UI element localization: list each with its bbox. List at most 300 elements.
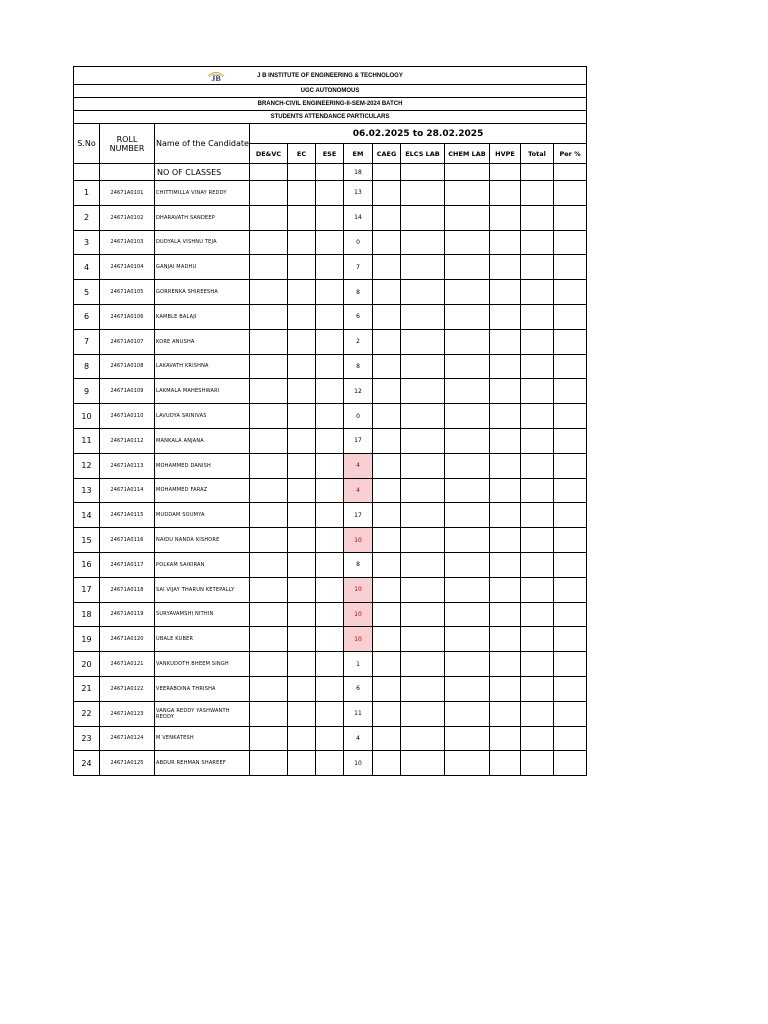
em-attendance-cell: 12 <box>344 379 373 404</box>
caeg-cell <box>373 304 401 329</box>
em-attendance-cell: 6 <box>344 304 373 329</box>
candidate-name-cell: GORRENKA SHIREESHA <box>155 280 250 305</box>
devc-cell <box>250 304 288 329</box>
ese-cell <box>316 552 344 577</box>
percent-cell <box>554 552 587 577</box>
hvpe-cell <box>490 181 521 206</box>
ec-cell <box>288 652 316 677</box>
noc-roll-cell <box>100 164 155 181</box>
devc-cell <box>250 255 288 280</box>
caeg-cell <box>373 701 401 726</box>
noc-sno-cell <box>74 164 100 181</box>
sno-header: S.No <box>74 124 100 164</box>
em-attendance-cell: 2 <box>344 329 373 354</box>
noc-devc <box>250 164 288 181</box>
chem-lab-cell <box>445 602 490 627</box>
caeg-cell <box>373 354 401 379</box>
elcs-lab-cell <box>401 577 445 602</box>
ese-cell <box>316 726 344 751</box>
ese-cell <box>316 354 344 379</box>
elcs-lab-cell <box>401 404 445 429</box>
ec-cell <box>288 255 316 280</box>
candidate-name-cell: MOHAMMED DANISH <box>155 453 250 478</box>
hvpe-cell <box>490 676 521 701</box>
ese-cell <box>316 528 344 553</box>
noc-ec <box>288 164 316 181</box>
total-cell <box>521 404 554 429</box>
roll-number-cell: 24671A0125 <box>100 751 155 776</box>
elcs-lab-cell <box>401 329 445 354</box>
elcs-lab-cell <box>401 255 445 280</box>
candidate-name-cell: SURYAVAMSHI NITHIN <box>155 602 250 627</box>
chem-lab-cell <box>445 181 490 206</box>
total-cell <box>521 552 554 577</box>
percent-cell <box>554 354 587 379</box>
caeg-cell <box>373 676 401 701</box>
em-attendance-cell: 17 <box>344 503 373 528</box>
total-cell <box>521 676 554 701</box>
ec-cell <box>288 676 316 701</box>
elcs-lab-cell <box>401 181 445 206</box>
subject-header: ESE <box>316 144 344 164</box>
table-row <box>74 181 587 206</box>
caeg-cell <box>373 552 401 577</box>
devc-cell <box>250 701 288 726</box>
ese-cell <box>316 255 344 280</box>
hvpe-cell <box>490 329 521 354</box>
sno-cell: 22 <box>74 701 100 726</box>
percent-cell <box>554 329 587 354</box>
ec-cell <box>288 751 316 776</box>
sno-cell: 3 <box>74 230 100 255</box>
elcs-lab-cell <box>401 701 445 726</box>
roll-number-cell: 24671A0118 <box>100 577 155 602</box>
em-attendance-cell: 4 <box>344 478 373 503</box>
table-row <box>74 379 587 404</box>
table-row <box>74 528 587 553</box>
percent-cell <box>554 503 587 528</box>
em-attendance-cell: 10 <box>344 602 373 627</box>
em-attendance-cell: 7 <box>344 255 373 280</box>
chem-lab-cell <box>445 354 490 379</box>
chem-lab-cell <box>445 751 490 776</box>
chem-lab-cell <box>445 726 490 751</box>
chem-lab-cell <box>445 478 490 503</box>
hvpe-cell <box>490 503 521 528</box>
ec-cell <box>288 701 316 726</box>
ese-cell <box>316 701 344 726</box>
em-attendance-cell: 14 <box>344 205 373 230</box>
sno-cell: 12 <box>74 453 100 478</box>
ese-cell <box>316 404 344 429</box>
chem-lab-cell <box>445 453 490 478</box>
devc-cell <box>250 478 288 503</box>
candidate-name-cell: ABDUR REHMAN SHAREEF <box>155 751 250 776</box>
percent-cell <box>554 528 587 553</box>
devc-cell <box>250 552 288 577</box>
candidate-name-cell: VEERABOINA THRISHA <box>155 676 250 701</box>
hvpe-cell <box>490 701 521 726</box>
percent-cell <box>554 751 587 776</box>
caeg-cell <box>373 404 401 429</box>
table-row <box>74 701 587 726</box>
roll-number-cell: 24671A0109 <box>100 379 155 404</box>
noc-hvpe <box>490 164 521 181</box>
total-cell <box>521 577 554 602</box>
sno-cell: 15 <box>74 528 100 553</box>
ec-cell <box>288 503 316 528</box>
caeg-cell <box>373 181 401 206</box>
ese-cell <box>316 329 344 354</box>
caeg-cell <box>373 577 401 602</box>
sno-cell: 7 <box>74 329 100 354</box>
ec-cell <box>288 453 316 478</box>
candidate-name-cell: KORE ANUSHA <box>155 329 250 354</box>
hvpe-cell <box>490 428 521 453</box>
roll-number-cell: 24671A0112 <box>100 428 155 453</box>
caeg-cell <box>373 280 401 305</box>
chem-lab-cell <box>445 404 490 429</box>
table-row <box>74 478 587 503</box>
devc-cell <box>250 181 288 206</box>
elcs-lab-cell <box>401 552 445 577</box>
candidate-name-cell: MANKALA ANJANA <box>155 428 250 453</box>
candidate-name-cell: DUDYALA VISHNU TEJA <box>155 230 250 255</box>
subject-header: EM <box>344 144 373 164</box>
sno-cell: 19 <box>74 627 100 652</box>
chem-lab-cell <box>445 230 490 255</box>
hvpe-cell <box>490 528 521 553</box>
table-row <box>74 354 587 379</box>
devc-cell <box>250 676 288 701</box>
table-row <box>74 404 587 429</box>
chem-lab-cell <box>445 627 490 652</box>
total-cell <box>521 205 554 230</box>
chem-lab-cell <box>445 552 490 577</box>
em-attendance-cell: 0 <box>344 230 373 255</box>
date-range: 06.02.2025 to 28.02.2025 <box>250 124 587 144</box>
sno-cell: 23 <box>74 726 100 751</box>
roll-number-cell: 24671A0115 <box>100 503 155 528</box>
ec-cell <box>288 280 316 305</box>
roll-number-cell: 24671A0123 <box>100 701 155 726</box>
table-row <box>74 453 587 478</box>
total-cell <box>521 280 554 305</box>
hvpe-cell <box>490 404 521 429</box>
percent-cell <box>554 280 587 305</box>
percent-cell <box>554 478 587 503</box>
ec-cell <box>288 726 316 751</box>
roll-number-cell: 24671A0105 <box>100 280 155 305</box>
ec-cell <box>288 379 316 404</box>
table-row <box>74 751 587 776</box>
total-cell <box>521 230 554 255</box>
total-cell <box>521 528 554 553</box>
em-attendance-cell: 10 <box>344 577 373 602</box>
noc-caeg <box>373 164 401 181</box>
chem-lab-cell <box>445 329 490 354</box>
total-cell <box>521 255 554 280</box>
ec-cell <box>288 627 316 652</box>
candidate-name-cell: MUDDAM SOUMYA <box>155 503 250 528</box>
elcs-lab-cell <box>401 304 445 329</box>
caeg-cell <box>373 205 401 230</box>
ese-cell <box>316 602 344 627</box>
roll-number-cell: 24671A0113 <box>100 453 155 478</box>
hvpe-cell <box>490 379 521 404</box>
roll-number-cell: 24671A0101 <box>100 181 155 206</box>
chem-lab-cell <box>445 255 490 280</box>
total-cell <box>521 503 554 528</box>
percent-cell <box>554 404 587 429</box>
chem-lab-cell <box>445 652 490 677</box>
total-cell <box>521 354 554 379</box>
candidate-name-cell: M VENKATESH <box>155 726 250 751</box>
elcs-lab-cell <box>401 280 445 305</box>
roll-number-cell: 24671A0117 <box>100 552 155 577</box>
percent-cell <box>554 652 587 677</box>
ese-cell <box>316 205 344 230</box>
devc-cell <box>250 230 288 255</box>
ese-cell <box>316 453 344 478</box>
total-cell <box>521 602 554 627</box>
jb-logo-icon <box>207 67 225 82</box>
devc-cell <box>250 726 288 751</box>
devc-cell <box>250 404 288 429</box>
hvpe-cell <box>490 577 521 602</box>
table-row <box>74 428 587 453</box>
total-cell <box>521 478 554 503</box>
attendance-sheet <box>73 66 586 776</box>
table-row <box>74 627 587 652</box>
candidate-name-cell: VANGA REDDY YASHWANTH REDDY <box>155 701 250 726</box>
devc-cell <box>250 528 288 553</box>
em-attendance-cell: 4 <box>344 726 373 751</box>
elcs-lab-cell <box>401 726 445 751</box>
chem-lab-cell <box>445 379 490 404</box>
ec-cell <box>288 404 316 429</box>
candidate-name-cell: MOHAMMED FARAZ <box>155 478 250 503</box>
logo-text: JB <box>211 74 221 82</box>
percent-cell <box>554 379 587 404</box>
subject-header: DE&VC <box>250 144 288 164</box>
institute-name: J B INSTITUTE OF ENGINEERING & TECHNOLOGY <box>257 72 403 79</box>
devc-cell <box>250 627 288 652</box>
ese-cell <box>316 676 344 701</box>
em-attendance-cell: 10 <box>344 528 373 553</box>
devc-cell <box>250 205 288 230</box>
table-row <box>74 676 587 701</box>
sno-cell: 13 <box>74 478 100 503</box>
ec-cell <box>288 354 316 379</box>
devc-cell <box>250 602 288 627</box>
noc-chem <box>445 164 490 181</box>
roll-number-cell: 24671A0110 <box>100 404 155 429</box>
hvpe-cell <box>490 280 521 305</box>
sno-cell: 2 <box>74 205 100 230</box>
sno-cell: 9 <box>74 379 100 404</box>
table-row <box>74 503 587 528</box>
caeg-cell <box>373 751 401 776</box>
noc-elcs <box>401 164 445 181</box>
sno-cell: 8 <box>74 354 100 379</box>
candidate-name-cell: UBALE KUBER <box>155 627 250 652</box>
devc-cell <box>250 751 288 776</box>
ec-cell <box>288 304 316 329</box>
caeg-cell <box>373 652 401 677</box>
percent-cell <box>554 453 587 478</box>
chem-lab-cell <box>445 428 490 453</box>
em-attendance-cell: 17 <box>344 428 373 453</box>
percent-cell <box>554 205 587 230</box>
percent-cell <box>554 181 587 206</box>
caeg-cell <box>373 627 401 652</box>
noc-per <box>554 164 587 181</box>
candidate-name-cell: POLKAM SAIKIRAN <box>155 552 250 577</box>
candidate-name-cell: LAVUDYA SRINIVAS <box>155 404 250 429</box>
total-cell <box>521 726 554 751</box>
total-cell <box>521 652 554 677</box>
hvpe-cell <box>490 652 521 677</box>
em-attendance-cell: 11 <box>344 701 373 726</box>
ese-cell <box>316 280 344 305</box>
caeg-cell <box>373 453 401 478</box>
caeg-cell <box>373 379 401 404</box>
caeg-cell <box>373 528 401 553</box>
roll-header: ROLL NUMBER <box>100 124 155 164</box>
ese-cell <box>316 428 344 453</box>
institute-title-cell <box>74 67 587 85</box>
hvpe-cell <box>490 602 521 627</box>
ec-cell <box>288 205 316 230</box>
devc-cell <box>250 428 288 453</box>
subject-header: CAEG <box>373 144 401 164</box>
total-cell <box>521 751 554 776</box>
candidate-name-cell: GANJAI MADHU <box>155 255 250 280</box>
caeg-cell <box>373 230 401 255</box>
percent-cell <box>554 726 587 751</box>
candidate-name-cell: KAMBLE BALAJI <box>155 304 250 329</box>
devc-cell <box>250 503 288 528</box>
caeg-cell <box>373 428 401 453</box>
em-attendance-cell: 13 <box>344 181 373 206</box>
ec-cell <box>288 428 316 453</box>
elcs-lab-cell <box>401 503 445 528</box>
roll-number-cell: 24671A0103 <box>100 230 155 255</box>
ec-cell <box>288 577 316 602</box>
table-row <box>74 205 587 230</box>
total-cell <box>521 627 554 652</box>
table-row <box>74 329 587 354</box>
devc-cell <box>250 379 288 404</box>
ese-cell <box>316 652 344 677</box>
roll-number-cell: 24671A0121 <box>100 652 155 677</box>
total-cell <box>521 329 554 354</box>
sno-cell: 18 <box>74 602 100 627</box>
noc-total <box>521 164 554 181</box>
name-header: Name of the Candidate <box>155 124 250 164</box>
subject-header: Per % <box>554 144 587 164</box>
subject-header: CHEM LAB <box>445 144 490 164</box>
em-attendance-cell: 8 <box>344 552 373 577</box>
candidate-name-cell: NAIDU NANDA KISHORE <box>155 528 250 553</box>
hvpe-cell <box>490 230 521 255</box>
percent-cell <box>554 255 587 280</box>
elcs-lab-cell <box>401 354 445 379</box>
attendance-table <box>73 66 587 776</box>
em-attendance-cell: 10 <box>344 627 373 652</box>
hvpe-cell <box>490 205 521 230</box>
devc-cell <box>250 280 288 305</box>
no-of-classes-label: NO OF CLASSES <box>155 164 250 181</box>
hvpe-cell <box>490 627 521 652</box>
ese-cell <box>316 230 344 255</box>
ec-cell <box>288 329 316 354</box>
autonomous-label: UGC AUTONOMOUS <box>74 85 587 98</box>
ese-cell <box>316 181 344 206</box>
sno-cell: 17 <box>74 577 100 602</box>
caeg-cell <box>373 726 401 751</box>
roll-number-cell: 24671A0124 <box>100 726 155 751</box>
em-attendance-cell: 8 <box>344 354 373 379</box>
percent-cell <box>554 602 587 627</box>
sno-cell: 1 <box>74 181 100 206</box>
subject-header: EC <box>288 144 316 164</box>
candidate-name-cell: VANKUDOTH BHEEM SINGH <box>155 652 250 677</box>
sno-cell: 14 <box>74 503 100 528</box>
sno-cell: 16 <box>74 552 100 577</box>
ese-cell <box>316 751 344 776</box>
ese-cell <box>316 503 344 528</box>
total-cell <box>521 379 554 404</box>
caeg-cell <box>373 503 401 528</box>
roll-number-cell: 24671A0102 <box>100 205 155 230</box>
elcs-lab-cell <box>401 627 445 652</box>
caeg-cell <box>373 255 401 280</box>
devc-cell <box>250 354 288 379</box>
roll-number-cell: 24671A0120 <box>100 627 155 652</box>
percent-cell <box>554 428 587 453</box>
total-cell <box>521 453 554 478</box>
roll-number-cell: 24671A0116 <box>100 528 155 553</box>
elcs-lab-cell <box>401 602 445 627</box>
sno-cell: 11 <box>74 428 100 453</box>
elcs-lab-cell <box>401 652 445 677</box>
table-row <box>74 280 587 305</box>
ec-cell <box>288 478 316 503</box>
chem-lab-cell <box>445 577 490 602</box>
noc-ese <box>316 164 344 181</box>
em-attendance-cell: 10 <box>344 751 373 776</box>
percent-cell <box>554 304 587 329</box>
table-row <box>74 304 587 329</box>
elcs-lab-cell <box>401 751 445 776</box>
candidate-name-cell: LAKMALA MAHESHWARI <box>155 379 250 404</box>
elcs-lab-cell <box>401 428 445 453</box>
roll-number-cell: 24671A0108 <box>100 354 155 379</box>
elcs-lab-cell <box>401 478 445 503</box>
elcs-lab-cell <box>401 379 445 404</box>
roll-number-cell: 24671A0104 <box>100 255 155 280</box>
total-cell <box>521 181 554 206</box>
sno-cell: 20 <box>74 652 100 677</box>
chem-lab-cell <box>445 304 490 329</box>
sno-cell: 24 <box>74 751 100 776</box>
candidate-name-cell: SAI VIJAY THARUN KETEPALLY <box>155 577 250 602</box>
branch-label: BRANCH-CIVIL ENGINEERING-II-SEM-2024 BATCH <box>74 98 587 111</box>
ese-cell <box>316 379 344 404</box>
table-row <box>74 255 587 280</box>
